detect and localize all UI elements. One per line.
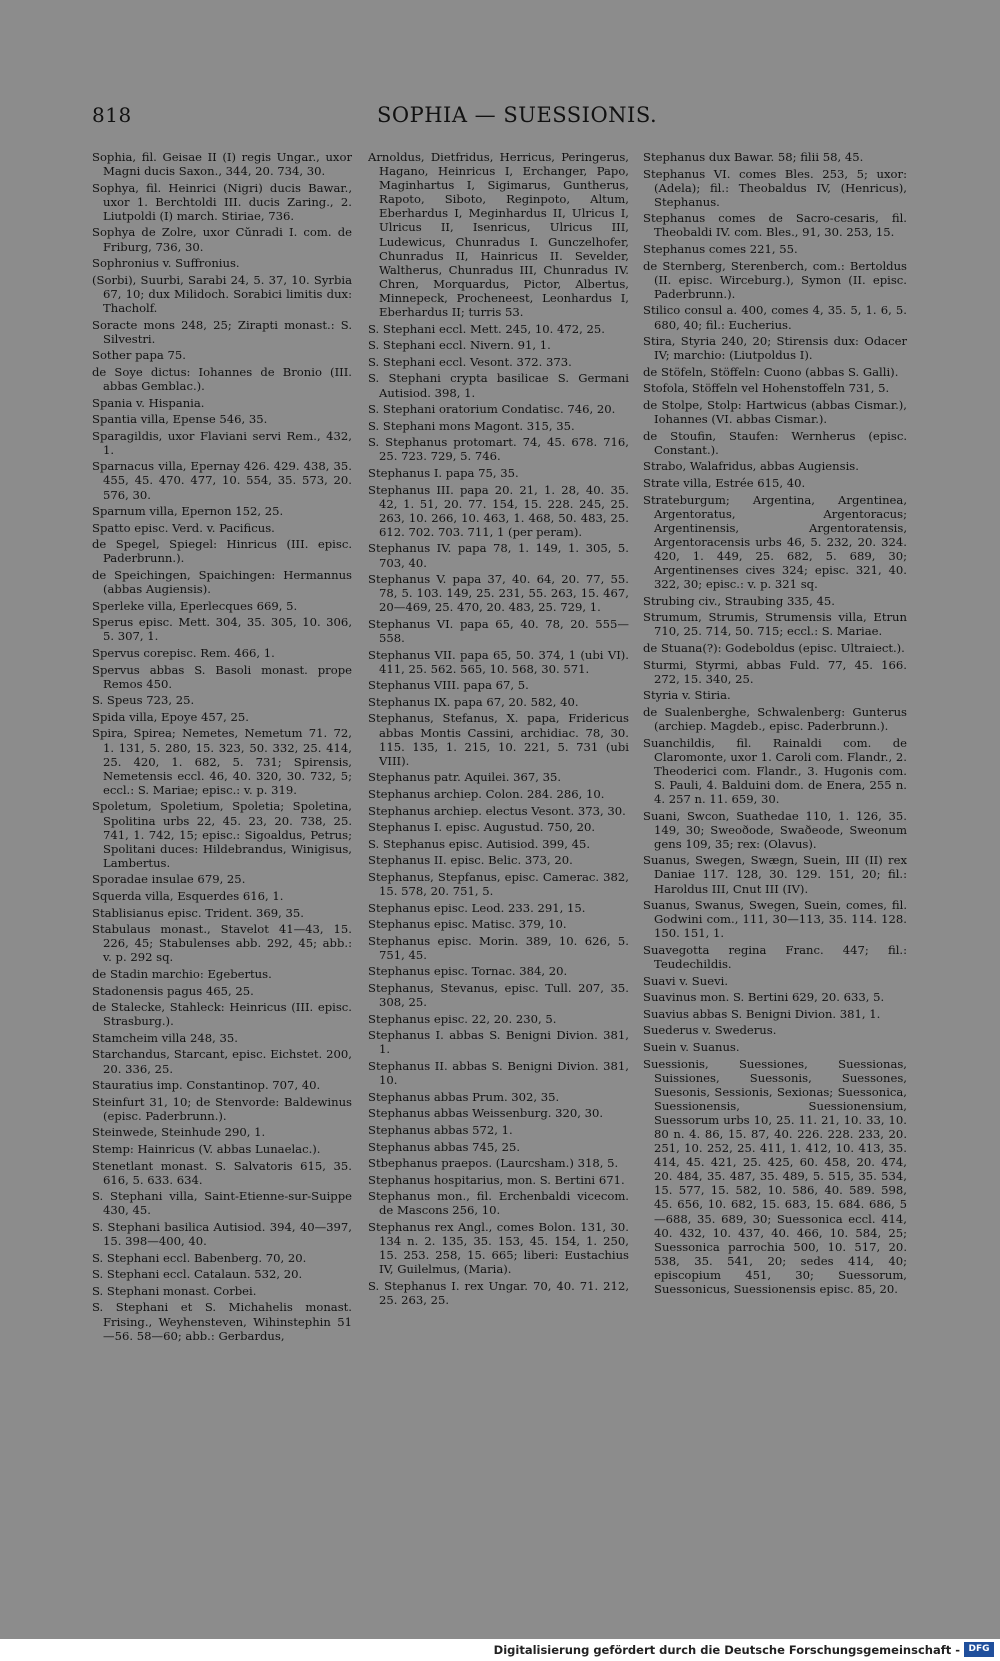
index-entry: Sperus episc. Mett. 304, 35. 305, 10. 306, 5. 307, 1. xyxy=(92,615,352,644)
index-entry: Stephanus II. episc. Belic. 373, 20. xyxy=(368,853,573,868)
index-entry: S. Stephani eccl. Mett. 245, 10. 472, 25. xyxy=(368,321,605,336)
index-entry: S. Stephanus episc. Autisiod. 399, 45. xyxy=(368,836,591,851)
index-entry: Stephanus V. papa 37, 40. 64, 20. 77, 55. 78, 5. 103. 149, 25. 231, 55. 263, 15. 467, 20—469, 25. 470, 20. 483, 25. 729, 1. xyxy=(368,572,629,615)
dfg-logo: DFG xyxy=(964,1642,994,1657)
index-entry: Sparagildis, uxor Flaviani servi Rem., 432, 1. xyxy=(92,428,352,457)
index-entry: de Stöfeln, Stöffeln: Cuono (abbas S. Galli). xyxy=(643,364,899,379)
index-entry: Squerda villa, Esquerdes 616, 1. xyxy=(92,889,284,903)
index-entry: Stephanus episc. 22, 20. 230, 5. xyxy=(368,1011,557,1026)
index-entry: Stephanus I. episc. Augustud. 750, 20. xyxy=(368,820,596,835)
index-entry: Stephanus rex Angl., comes Bolon. 131, 30. 134 n. 2. 135, 35. 153, 45. 154, 1. 250, 15. 253. 258, 15. 665; liberi: Eustachius IV, Guilelmus, (Maria). xyxy=(368,1219,629,1277)
index-entry: Stephanus III. papa 20. 21, 1. 28, 40. 35. 42, 1. 51, 20. 77. 154, 15. 228. 245, 25. 263, 10. 266, 10. 463, 1. 468, 50. 483, 25. 612. 702. 703. 711, 1 (per peram). xyxy=(368,482,629,539)
index-entry: de Stolpe, Stolp: Hartwicus (abbas Cismar.), Iohannes (VI. abbas Cismar.). xyxy=(643,398,907,427)
index-entry: Stephanus VIII. papa 67, 5. xyxy=(368,678,529,693)
index-entry: Sturmi, Styrmi, abbas Fuld. 77, 45. 166. 272, 15. 340, 25. xyxy=(643,657,907,686)
index-entry: Spania v. Hispania. xyxy=(92,395,205,410)
index-entry: Sother papa 75. xyxy=(92,348,186,363)
index-entry: de Stadin marchio: Egebertus. xyxy=(92,966,272,981)
index-entry: Stofola, Stöffeln vel Hohenstoffeln 731, 5. xyxy=(643,381,890,396)
page-number: 818 xyxy=(92,103,132,127)
index-entry: Stephanus abbas 745, 25. xyxy=(368,1139,521,1154)
index-entry: S. Stephani et S. Michahelis monast. Frising., Weyhensteven, Wihinstephin 51—56. 58—60; abb.: Gerbardus, xyxy=(92,1300,352,1343)
index-entry: S. Stephani basilica Autisiod. 394, 40—397, 15. 398—400, 40. xyxy=(92,1219,352,1249)
index-entry: Strate villa, Estrée 615, 40. xyxy=(643,475,806,490)
index-entry: Sporadae insulae 679, 25. xyxy=(92,872,246,887)
index-entry: Spervus abbas S. Basoli monast. prope Remos 450. xyxy=(92,662,352,691)
index-entry: S. Stephani eccl. Nivern. 91, 1. xyxy=(368,338,551,353)
index-entry: Stephanus, Stepfanus, episc. Camerac. 382, 15. 578, 20. 751, 5. xyxy=(368,869,629,898)
index-entry: Spira, Spirea; Nemetes, Nemetum 71. 72, 1. 131, 5. 280, 15. 323, 50. 332, 25. 414, 25. 420, 1. 682, 5. 731; Spirensis, Nemetensis eccl. 46, 40. 320, 30. 732, 5; eccl.: S. Mariae; episc.: v. p. 319. xyxy=(92,726,352,797)
index-entry: de Stoufin, Staufen: Wernherus (episc. Constant.). xyxy=(643,428,907,457)
index-entry: Stephanus IX. papa 67, 20. 582, 40. xyxy=(368,694,579,709)
index-entry: S. Stephani eccl. Catalaun. 532, 20. xyxy=(92,1267,303,1282)
index-entry: Sophia, fil. Geisae II (I) regis Ungar., uxor Magni ducis Saxon., 344, 20. 734, 30. xyxy=(92,150,352,179)
index-entry: Suanus, Swegen, Swægn, Suein, III (II) rex Daniae 117. 128, 30. 129. 151, 20; fil.: Haroldus III, Cnut III (IV). xyxy=(643,853,907,896)
index-entry: S. Stephani monast. Corbei. xyxy=(92,1283,257,1298)
index-entry: Stephanus abbas Prum. 302, 35. xyxy=(368,1089,560,1104)
index-entry: Stephanus comes de Sacro-cesaris, fil. Theobaldi IV. com. Bles., 91, 30. 253, 15. xyxy=(643,211,907,240)
index-entry: Stephanus I. abbas S. Benigni Divion. 381, 1. xyxy=(368,1028,629,1057)
index-entry: Stephanus patr. Aquilei. 367, 35. xyxy=(368,770,562,785)
index-entry: Stephanus VI. papa 65, 40. 78, 20. 555—558. xyxy=(368,616,629,645)
index-entry: Steinwede, Steinhude 290, 1. xyxy=(92,1125,266,1140)
index-entry: Suanus, Swanus, Swegen, Suein, comes, fil. Godwini com., 111, 30—113, 35. 114. 128. 150. 151, 1. xyxy=(643,898,907,941)
index-entry: de Stuana(?): Godeboldus (episc. Ultraiect.). xyxy=(643,641,905,655)
index-entry: S. Stephani villa, Saint-Etienne-sur-Suippe 430, 45. xyxy=(92,1189,352,1218)
index-entry: Sperleke villa, Eperlecques 669, 5. xyxy=(92,598,298,613)
index-entry: Stephanus archiep. electus Vesont. 373, 30. xyxy=(368,803,626,818)
index-entry: Arnoldus, Dietfridus, Herricus, Peringerus, Hagano, Heinricus I, Erchanger, Papo, Maginhartus I, Sigimarus, Guntherus, Rapoto, Siboto, Reginpoto, Altum, Eberhardus I, Meginhardus II, Ulricus I, Ulricus II, Isenricus, Ulricus III, Ludewicus, Chunradus I. Gunczelhofer, Chunradus II, Hainricus II. Sevelder, Waltherus, Chunradus III, Chunradus IV. Chren, Morquardus, Pictor, Albertus, Minnepeck, Procheneest, Leonhardus I, Eberhardus II; turris 53. xyxy=(368,150,629,320)
index-entry: Stephanus, Stevanus, episc. Tull. 207, 35. 308, 25. xyxy=(368,981,629,1010)
index-entry: Starchandus, Starcant, episc. Eichstet. 200, 20. 336, 25. xyxy=(92,1047,352,1076)
index-entry: S. Stephani oratorium Condatisc. 746, 20. xyxy=(368,402,616,417)
index-entry: Suederus v. Swederus. xyxy=(643,1023,777,1038)
index-entry: Suessionis, Suessiones, Suessionas, Suissiones, Suessonis, Suessones, Suesonis, Sessionis, Sexionas; Suessonica, Suessionensis, Suessionensium, Suessorum urbs 10, 25. 11. 21, 10. 33, 10. 80 n. 4. 86, 15. 87, 40. 226. 228. 233, 20. 251, 10. 252, 25. 411, 1. 412, 10. 413, 35. 414, 45. 421, 25. 425, 60. 458, 20. 474, 20. 484, 35. 487, 35. 489, 5. 515, 35. 534, 15. 577, 15. 582, 10. 586, 40. 589. 598, 45. 656, 10. 682, 15. 683, 15. 684. 686, 5—688, 35. 689, 30; Suessonica eccl. 414, 40. 432, 10. 437, 40. 466, 10. 584, 25; Suessonica parrochia 500, 10. 517, 20. 538, 35. 541, 20; sedes 414, 40; episcopium 451, 30; Suessorum, Suessonicus, Suessionensis episc. 85, 20. xyxy=(643,1056,907,1297)
digitization-footer xyxy=(0,1639,1000,1661)
index-entry: de Sualenberghe, Schwalenberg: Gunterus (archiep. Magdeb., episc. Paderbrunn.). xyxy=(643,704,907,733)
index-entry: Suavius abbas S. Benigni Divion. 381, 1. xyxy=(643,1006,881,1021)
index-entry: de Speichingen, Spaichingen: Hermannus (abbas Augiensis). xyxy=(92,568,352,597)
index-entry: Sophya, fil. Heinrici (Nigri) ducis Bawar., uxor 1. Berchtoldi III. ducis Zaring., 2. Liutpoldi (I) march. Stiriae, 736. xyxy=(92,180,352,223)
index-entry: Stephanus episc. Tornac. 384, 20. xyxy=(368,964,568,979)
index-column-3 xyxy=(643,150,907,1570)
index-column-2 xyxy=(368,150,629,1570)
index-entry: Strumum, Strumis, Strumensis villa, Etrun 710, 25. 714, 50. 715; eccl.: S. Mariae. xyxy=(643,610,907,639)
index-entry: Stephanus abbas Weissenburg. 320, 30. xyxy=(368,1106,604,1121)
index-entry: de Spegel, Spiegel: Hinricus (III. episc. Paderbrunn.). xyxy=(92,537,352,566)
index-entry: Spantia villa, Epense 546, 35. xyxy=(92,412,268,427)
index-entry: Stephanus episc. Leod. 233. 291, 15. xyxy=(368,900,586,915)
index-entry: S. Stephani crypta basilicae S. Germani Autisiod. 398, 1. xyxy=(368,371,629,400)
index-entry: Suavi v. Suevi. xyxy=(643,973,729,988)
index-entry: Stephanus II. abbas S. Benigni Divion. 381, 10. xyxy=(368,1059,629,1088)
index-entry: Stenetlant monast. S. Salvatoris 615, 35. 616, 5. 633. 634. xyxy=(92,1158,352,1187)
index-entry: Stephanus VI. comes Bles. 253, 5; uxor: (Adela); fil.: Theobaldus IV, (Henricus), Stephanus. xyxy=(643,166,907,209)
index-entry: Stephanus mon., fil. Erchenbaldi vicecom. de Mascons 256, 10. xyxy=(368,1189,629,1218)
index-entry: Spervus corepisc. Rem. 466, 1. xyxy=(92,646,275,660)
index-entry: Stamcheim villa 248, 35. xyxy=(92,1030,238,1045)
index-entry: Stephanus I. papa 75, 35. xyxy=(368,465,519,480)
index-entry: Stadonensis pagus 465, 25. xyxy=(92,983,254,998)
index-entry: Suein v. Suanus. xyxy=(643,1039,740,1054)
index-entry: Stephanus episc. Morin. 389, 10. 626, 5. 751, 45. xyxy=(368,933,629,962)
index-entry: Stephanus archiep. Colon. 284. 286, 10. xyxy=(368,786,605,801)
index-entry: Stira, Styria 240, 20; Stirensis dux: Odacer IV; marchio: (Liutpoldus I). xyxy=(643,334,907,363)
index-entry: Strubing civ., Straubing 335, 45. xyxy=(643,593,835,608)
footer-credit: Digitalisierung gefördert durch die Deutsche Forschungsgemeinschaft - xyxy=(493,1643,960,1657)
index-entry: Sparnacus villa, Epernay 426. 429. 438, 35. 455, 45. 470. 477, 10. 554, 35. 573, 20. 576, 30. xyxy=(92,459,352,502)
index-entry: Suanchildis, fil. Rainaldi com. de Claromonte, uxor 1. Caroli com. Flandr., 2. Theoderici com. Flandr., 3. Hugonis com. S. Pauli, 4. Balduini dom. de Enera, 255 n. 4. 257 n. 11. 659, 30. xyxy=(643,735,907,806)
index-entry: de Stalecke, Stahleck: Heinricus (III. episc. Strasburg.). xyxy=(92,1000,352,1029)
index-entry: Spatto episc. Verd. v. Pacificus. xyxy=(92,520,275,535)
index-entry: Sophronius v. Suffronius. xyxy=(92,256,240,271)
index-entry: Stephanus abbas 572, 1. xyxy=(368,1122,513,1137)
index-entry: de Sternberg, Sterenberch, com.: Bertoldus (II. episc. Wirceburg.), Symon (II. episc. Paderbrunn.). xyxy=(643,258,907,301)
index-entry: Stephanus, Stefanus, X. papa, Fridericus abbas Montis Cassini, archidiac. 78, 30. 115. 135, 1. 215, 10. 221, 5. 731 (ubi VIII). xyxy=(368,711,629,768)
index-entry: Stephanus hospitarius, mon. S. Bertini 671. xyxy=(368,1172,625,1187)
index-entry: S. Stephanus I. rex Ungar. 70, 40. 71. 212, 25. 263, 25. xyxy=(368,1278,629,1307)
index-entry: S. Stephani eccl. Babenberg. 70, 20. xyxy=(92,1250,307,1265)
index-entry: Stablisianus episc. Trident. 369, 35. xyxy=(92,905,304,920)
index-entry: Stemp: Hainricus (V. abbas Lunaelac.). xyxy=(92,1142,321,1156)
index-entry: Stephanus IV. papa 78, 1. 149, 1. 305, 5. 703, 40. xyxy=(368,541,629,570)
index-entry: S. Stephani eccl. Vesont. 372. 373. xyxy=(368,354,572,369)
index-entry: Stbephanus praepos. (Laurcsham.) 318, 5. xyxy=(368,1156,619,1171)
index-entry: Stephanus dux Bawar. 58; filii 58, 45. xyxy=(643,150,864,164)
index-entry: S. Stephanus protomart. 74, 45. 678. 716, 25. 723. 729, 5. 746. xyxy=(368,435,629,464)
index-entry: Spida villa, Epoye 457, 25. xyxy=(92,709,249,724)
page-header xyxy=(92,103,658,133)
index-entry: Spoletum, Spoletium, Spoletia; Spoletina, Spolitina urbs 22, 45. 23, 20. 738, 25. 741, 1. 742, 15; episc.: Sigoaldus, Petrus; Spolitani duces: Hildebrandus, Winigisus, Lambertus. xyxy=(92,799,352,870)
index-entry: Sparnum villa, Epernon 152, 25. xyxy=(92,504,284,519)
running-head: SOPHIA — SUESSIONIS. xyxy=(377,103,658,127)
index-entry: S. Speus 723, 25. xyxy=(92,693,195,708)
index-entry: Suavinus mon. S. Bertini 629, 20. 633, 5. xyxy=(643,990,885,1005)
index-entry: Steinfurt 31, 10; de Stenvorde: Baldewinus (episc. Paderbrunn.). xyxy=(92,1094,352,1123)
index-entry: Sophya de Zolre, uxor Cŭnradi I. com. de Friburg, 736, 30. xyxy=(92,225,352,254)
index-entry: Stilico consul a. 400, comes 4, 35. 5, 1. 6, 5. 680, 40; fil.: Eucherius. xyxy=(643,303,907,332)
index-entry: Suavegotta regina Franc. 447; fil.: Teudechildis. xyxy=(643,942,907,971)
index-entry: Stephanus comes 221, 55. xyxy=(643,242,798,257)
index-entry: Strateburgum; Argentina, Argentinea, Argentoratus, Argentoracus; Argentinensis, Argentoratensis, Argentoracensis urbs 46, 5. 232, 20. 324. 420, 1. 449, 25. 682, 5. 689, 30; Argentinenses cives 324; episc. 321, 40. 322, 30; episc.: v. p. 321 sq. xyxy=(643,492,907,592)
index-column-1 xyxy=(92,150,352,1570)
index-entry: de Soye dictus: Iohannes de Bronio (III. abbas Gemblac.). xyxy=(92,364,352,393)
index-entry: S. Stephani mons Magont. 315, 35. xyxy=(368,418,575,433)
index-entry: Stephanus episc. Matisc. 379, 10. xyxy=(368,917,567,932)
index-entry: Stephanus VII. papa 65, 50. 374, 1 (ubi VI). 411, 25. 562. 565, 10. 568, 30. 571. xyxy=(368,647,629,676)
index-entry: (Sorbi), Suurbi, Sarabi 24, 5. 37, 10. Syrbia 67, 10; dux Milidoch. Sorabici limitis dux: Thacholf. xyxy=(92,272,352,315)
index-entry: Stauratius imp. Constantinop. 707, 40. xyxy=(92,1078,321,1093)
index-entry: Soracte mons 248, 25; Zirapti monast.: S. Silvestri. xyxy=(92,317,352,346)
index-entry: Suani, Swcon, Suathedae 110, 1. 126, 35. 149, 30; Sweoðode, Swaðeode, Sweonum gens 109, 35; rex: (Olavus). xyxy=(643,808,907,851)
index-entry: Strabo, Walafridus, abbas Augiensis. xyxy=(643,459,859,474)
index-entry: Stabulaus monast., Stavelot 41—43, 15. 226, 45; Stabulenses abb. 292, 45; abb.: v. p. 292 sq. xyxy=(92,922,352,965)
index-entry: Styria v. Stiria. xyxy=(643,688,731,703)
